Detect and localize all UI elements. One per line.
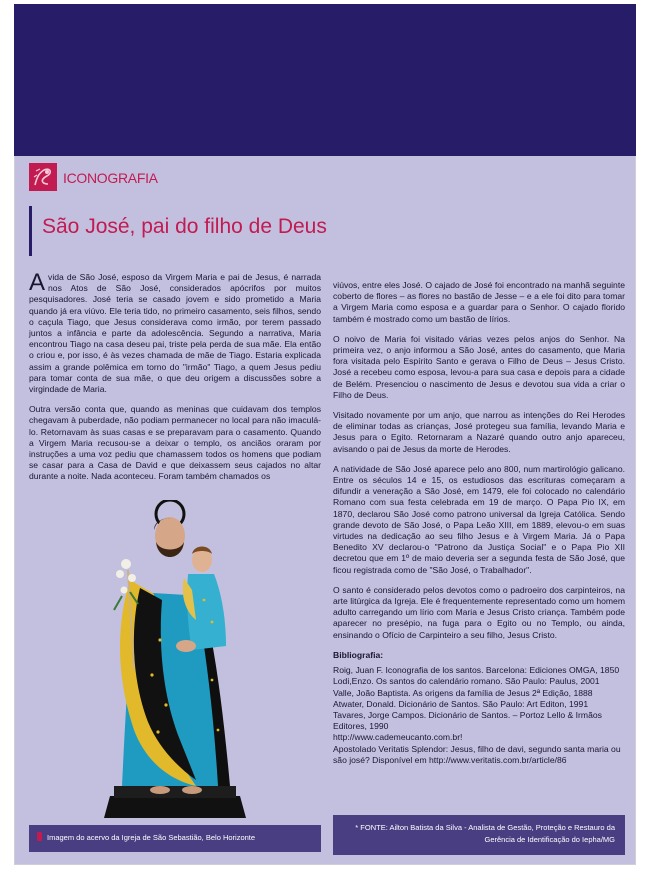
article-paragraph: O santo é considerado pelos devotos como o padroeiro dos carpinteiros, na arte litúrgica da Igreja. Ele é frequentemente representado como um homem adulto carregando um lírio com Maria e Jesus Cristo criança. Também pode aparecer no presépio, na fuga para o Egito ou no Templo, ou ainda, ensinando o Ofício de Carpinteiro a seu filho, Jesus Cristo.	[333, 584, 625, 640]
bibliography-item: Lodi,Enzo. Os santos do calendário romano. São Paulo: Paulus, 2001	[333, 676, 600, 687]
bibliography-item: Atwater, Donald. Dicionário de Santos. São Paulo: Art Editon, 1991	[333, 698, 589, 709]
bibliography-heading: Bibliografia:	[333, 649, 384, 660]
source-note: * FONTE: Ailton Batista da Silva - Analista de Gestão, Proteção e Restauro da Gerência de Identificação do Iepha/MG	[355, 823, 615, 844]
bibliography-list	[333, 665, 625, 766]
drop-cap: A	[29, 269, 46, 296]
header-band	[14, 4, 636, 156]
article-column-right	[333, 280, 625, 766]
source-note-bar	[333, 815, 625, 855]
article-paragraph: Outra versão conta que, quando as meninas que cuidavam dos templos chegavam à puberdade, não podiam permanecer no local para não imaculá-lo. Retornavam às suas casas e se preparavam para o casamento. Quando a Virgem Maria recusou-se a deixar o templo, os anciãos oraram por instruções a uma voz pediu que chamassem todos os homens que podiam se casar para a Casa de David e que deixassem seus cajados no altar durante a noite. Nada aconteceu. Foram também chamados os	[29, 404, 321, 482]
bibliography-item: Tavares, Jorge Campos. Dicionário de Santos. – Portoz Lello & Irmãos Editores, 1990	[333, 709, 602, 732]
bibliography-item: Valle, João Baptista. As origens da família de Jesus 2ª Edição, 1888	[333, 687, 593, 698]
iconografia-icon	[29, 163, 57, 191]
caption-marker-icon	[37, 832, 42, 841]
bibliography-item: Roig, Juan F. Iconografia de los santos. Barcelona: Ediciones OMGA, 1850	[333, 665, 620, 676]
article-paragraph: viúvos, entre eles José. O cajado de José foi encontrado na manhã seguinte coberto de flores – as flores no bastão de Jesse – e a ele foi dito para tomar a Virgem Maria como esposa e a guardar para o Senhor. O cajado florido também é mostrado como um bastão de lírios.	[333, 280, 625, 324]
article-paragraph: O noivo de Maria foi visitado várias vezes pelos anjos do Senhor. Na primeira vez, o anjo informou a São José, antes do casamento, que Maria fora visitada pelo Espírito Santo e gerava o Filho de Deus – Jesus Cristo. José a recebeu como esposa, levou-a para sua casa e depois para a cidade de Belém. Presenciou o nascimento de Jesus e devotou sua vida a criar o Filho de Deus.	[333, 333, 625, 400]
article-paragraph: Visitado novamente por um anjo, que narrou as intenções do Rei Herodes de eliminar todas as crianças, José protegeu sua família, levando Maria e Jesus para o Egito. Retornaram a Nazaré quando outro anjo apareceu, avisando o pai de Jesus da morte de Herodes.	[333, 410, 625, 454]
section-label: ICONOGRAFIA	[63, 170, 158, 186]
article-paragraph: A natividade de São José aparece pelo ano 800, num martirológio galicano. Entre os séculos 14 e 15, os estudiosos das escrituras começaram a difundir a veneração a São José, em 1479, ele foi colocado no calendário Romano com sua festa celebrada em 19 de março. O Papa Pio IX, em 1870, declarou São José como patrono universal da Igreja Católica. Sendo grande devoto de São José, o Papa Leão XIII, em 1889, elevou-o em suas virtudes na dedicação ao seu filho Jesus e à Virgem Maria. Já o Papa Benedito XV declarou-o "Patrono da Justiça Social" e o Papa Pio XII decretou que em 1º de maio deveria ser a segunda festa de São José, que ficou registrada como de "São José, o Trabalhador".	[333, 463, 625, 575]
figure-caption: Imagem do acervo da Igreja de São Sebastião, Belo Horizonte	[47, 833, 256, 842]
paragraph-text: vida de São José, esposo da Virgem Maria e pai de Jesus, é narrada nos Atos de São José, considerados apócrifos por muitos pesquisadores. José teria se casado jovem e sido prometido a Maria quando já era viúvo. Ele teria tido, no primeiro casamento, seis filhos, sendo o caçula Tiago, que Jesus considerava como irmão, por terem passado juntos a infância e parte da adolescência. Segundo a narrativa, Maria encontrou Tiago na casa deseu pai, triste pela perda de sua mãe. Ela então o criou e, por isso, é às vezes chamada de mãe de Tiago. Estaria explicada assim a grande polêmica em torno do "irmão" Tiago, a quem Jesus pediu para tomar conta de sua mãe, o que deu origem a discussões sobre a virgindade de Maria.	[29, 272, 321, 395]
bibliography-item: http://www.cademeucanto.com.br!	[333, 732, 463, 743]
title-accent-bar	[29, 206, 32, 256]
figure-caption-bar	[29, 825, 321, 852]
article-title: São José, pai do filho de Deus	[42, 215, 327, 238]
bibliography-item: Apostolado Veritatis Splendor: Jesus, filho de davi, segundo santa maria ou são josé? Disponível em http://www.veritatis.com.br/article/86	[333, 743, 621, 765]
article-column-left	[29, 269, 321, 492]
article-paragraph	[29, 269, 321, 395]
saint-joseph-statue	[100, 500, 250, 818]
